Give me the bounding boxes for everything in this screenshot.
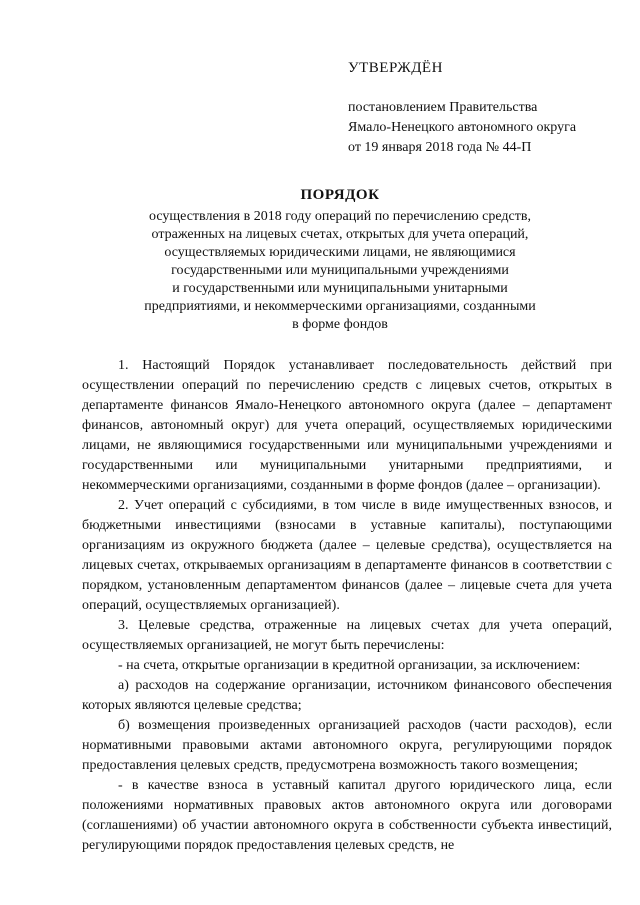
paragraph-2: 2. Учет операций с субсидиями, в том числе в виде имущественных взносов, и бюджетными инвестициями (взносами в уставные капиталы), поступающими организациям из окружного бюджета (далее – целевые средства), осуществляется на лицевых счетах, открываемых организациям в департаменте финансов в соответствии с порядком, установленным департаментом финансов (далее – лицевые счета для учета операций, осуществляемых организацией).: [82, 498, 612, 613]
document-title: ПОРЯДОК: [300, 187, 380, 203]
approval-line: от 19 января 2018 года № 44-П: [348, 140, 532, 155]
paragraph-3: 3. Целевые средства, отраженные на лицевых счетах для учета операций, осуществляемых организацией, не могут быть перечислены:: [82, 618, 612, 653]
document-heading: [60, 186, 620, 334]
list-item-accounts: - на счета, открытые организации в кредитной организации, за исключением:: [118, 658, 581, 673]
subtitle-line: и государственными или муниципальными унитарными: [172, 281, 508, 296]
subtitle-line: осуществляемых юридическими лицами, не являющимися: [164, 245, 516, 260]
subtitle-line: отраженных на лицевых счетах, открытых для учета операций,: [151, 227, 529, 242]
paragraph-1: 1. Настоящий Порядок устанавливает последовательность действий при осуществлении операций по перечислению средств с лицевых счетов, открытых в департаменте финансов Ямало-Ненецкого автономного округа (далее – департамент финансов, автономный округ) для учета операций, осуществляемых юридическими лицами, не являющимися государственными или муниципальными учреждениями и государственными или муниципальными унитарными предприятиями, и некоммерческими организациями, созданными в форме фондов (далее – организации).: [82, 358, 612, 493]
subtitle-line: в форме фондов: [292, 317, 388, 332]
subtitle-line: осуществления в 2018 году операций по перечислению средств,: [149, 209, 531, 224]
document-body: [82, 356, 612, 856]
list-item-a: а) расходов на содержание организации, источником финансового обеспечения которых являются целевые средства;: [82, 678, 612, 713]
subtitle-line: предприятиями, и некоммерческими организациями, созданными: [144, 299, 536, 314]
subtitle-line: государственными или муниципальными учреждениями: [171, 263, 509, 278]
approved-label: УТВЕРЖДЁН: [348, 60, 443, 76]
approval-line: Ямало-Ненецкого автономного округа: [348, 120, 577, 135]
list-item-b: б) возмещения произведенных организацией расходов (части расходов), если нормативными правовыми актами автономного округа, регулирующими порядок предоставления целевых средств, предусмотрена возможность такого возмещения;: [82, 718, 612, 773]
approval-stamp: [348, 58, 628, 158]
approval-line: постановлением Правительства: [348, 100, 538, 115]
list-item-capital: - в качестве взноса в уставный капитал другого юридического лица, если положениями нормативных правовых актов автономного округа или договорами (соглашениями) об участии автономного округа в собственности субъекта инвестиций, регулирующими порядок предоставления целевых средств, не: [82, 778, 612, 853]
